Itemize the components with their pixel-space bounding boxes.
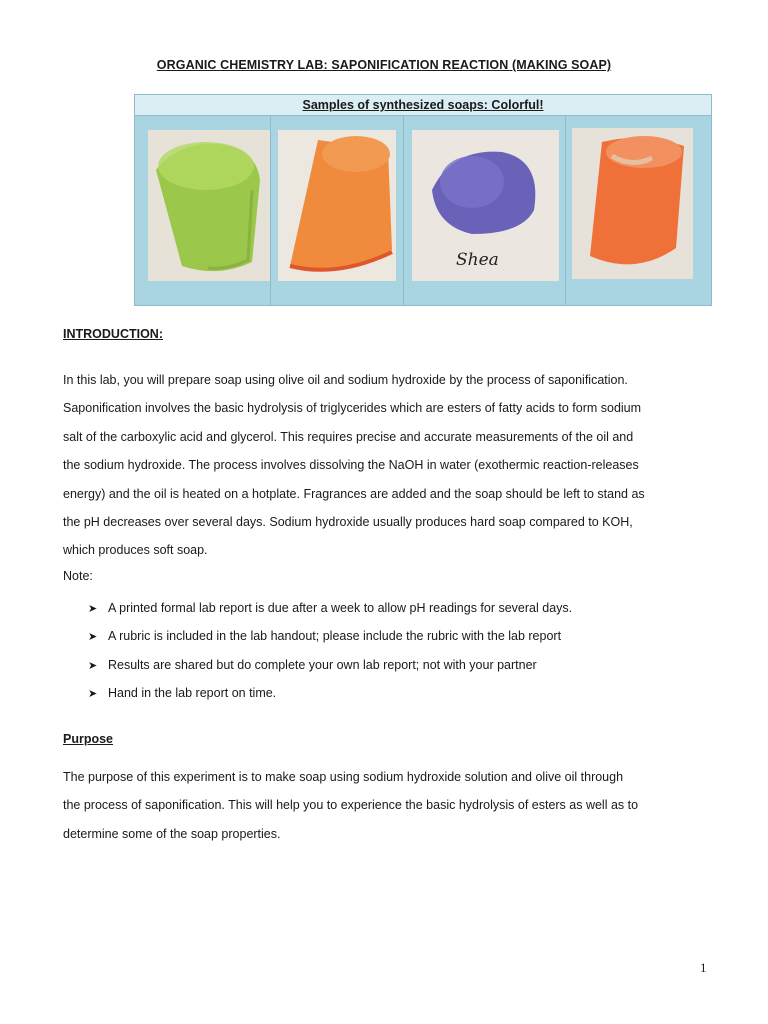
soap-samples-table xyxy=(134,94,712,306)
list-item-text: Hand in the lab report on time. xyxy=(108,686,277,701)
paragraph-line: energy) and the oil is heated on a hotplate. Fragrances are added and the soap should be left to stand as xyxy=(63,486,645,501)
paragraph-line: which produces soft soap. xyxy=(63,543,208,558)
soap-photo-orange xyxy=(278,130,396,281)
note-label: Note: xyxy=(63,569,93,583)
purpose-heading: Purpose xyxy=(63,732,114,746)
paragraph-line: Saponification involves the basic hydrolysis of triglycerides which are esters of fatty acids to form sodium xyxy=(63,401,642,416)
list-item-text: A rubric is included in the lab handout; please include the rubric with the lab report xyxy=(108,629,562,644)
paragraph-line: salt of the carboxylic acid and glycerol. This requires precise and accurate measurements of the oil and xyxy=(63,429,634,444)
orange-soap-image-2 xyxy=(572,128,693,279)
arrow-bullet-icon: ➤ xyxy=(88,659,98,672)
arrow-bullet-icon: ➤ xyxy=(88,631,98,644)
paragraph-line: the process of saponification. This will help you to experience the basic hydrolysis of esters as well as to xyxy=(63,798,639,813)
introduction-paragraph xyxy=(63,366,723,565)
introduction-heading: INTRODUCTION: xyxy=(63,327,163,341)
soap-photo-orange-2 xyxy=(572,128,693,279)
green-soap-image xyxy=(148,130,270,281)
paragraph-line: the sodium hydroxide. The process involves dissolving the NaOH in water (exothermic reaction-releases xyxy=(63,458,639,473)
cell-divider xyxy=(565,115,566,305)
orange-soap-image xyxy=(278,130,396,281)
samples-header: Samples of synthesized soaps: Colorful! xyxy=(135,95,711,116)
soap-photo-purple xyxy=(412,130,559,281)
soap-name-label: Shea xyxy=(456,250,499,270)
page-title: ORGANIC CHEMISTRY LAB: SAPONIFICATION REACTION (MAKING SOAP) xyxy=(156,58,612,72)
note-list xyxy=(88,594,572,708)
soap-photo-green xyxy=(148,130,270,281)
list-item-text: Results are shared but do complete your own lab report; not with your partner xyxy=(108,657,537,672)
purpose-paragraph xyxy=(63,763,723,848)
arrow-bullet-icon: ➤ xyxy=(88,603,98,615)
arrow-bullet-icon: ➤ xyxy=(88,688,98,701)
list-item xyxy=(88,651,572,679)
paragraph-line: The purpose of this experiment is to make soap using sodium hydroxide solution and olive oil through xyxy=(63,770,624,784)
cell-divider xyxy=(403,115,404,305)
paragraph-line: the pH decreases over several days. Sodium hydroxide usually produces hard soap compared to KOH, xyxy=(63,515,633,530)
paragraph-line: determine some of the soap properties. xyxy=(63,826,281,841)
list-item xyxy=(88,594,572,622)
cell-divider xyxy=(270,115,271,305)
list-item-text: A printed formal lab report is due after a week to allow pH readings for several days. xyxy=(108,601,573,615)
list-item xyxy=(88,679,572,707)
paragraph-line: In this lab, you will prepare soap using olive oil and sodium hydroxide by the process of saponification. xyxy=(63,373,628,387)
page-number: 1 xyxy=(700,960,707,975)
list-item xyxy=(88,622,572,650)
